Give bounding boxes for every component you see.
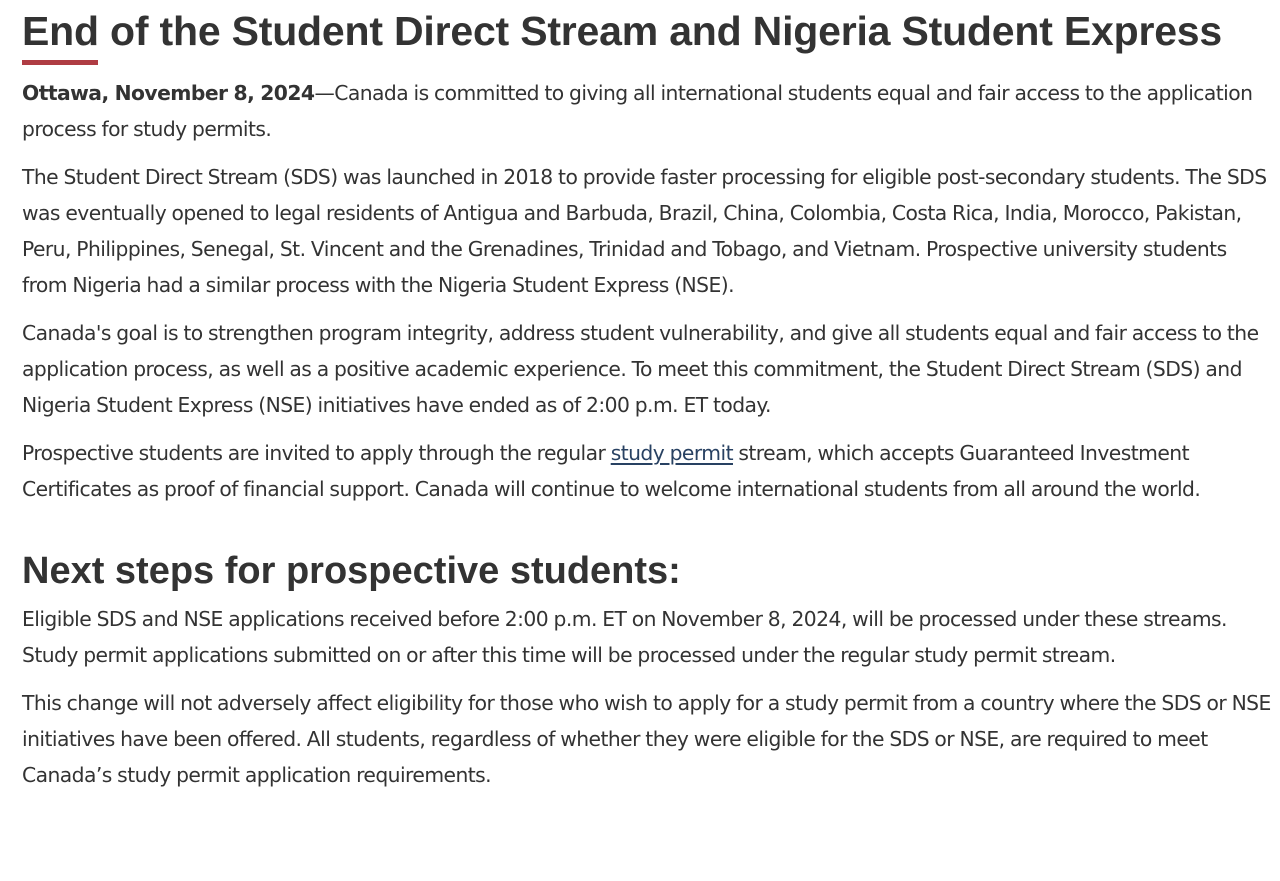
paragraph-regular-stream [22, 435, 1276, 507]
title-underline-accent [22, 60, 98, 65]
lead-text: —Canada is committed to giving all international students equal and fair access to the application process for study permits. [22, 81, 1253, 141]
dateline: Ottawa, November 8, 2024 [22, 81, 315, 105]
study-permit-link[interactable]: study permit [610, 441, 733, 465]
paragraph-processing: Eligible SDS and NSE applications received before 2:00 p.m. ET on November 8, 2024, will be processed under these streams. Study permit applications submitted on or after this time will be processed under the regular study permit stream. [22, 607, 1227, 667]
page-title: End of the Student Direct Stream and Nigeria Student Express [22, 8, 1223, 54]
next-steps-heading: Next steps for prospective students: [22, 550, 681, 592]
paragraph-program-end: Canada's goal is to strengthen program integrity, address student vulnerability, and give all students equal and fair access to the application process, as well as a positive academic experience. To meet this commitment, the Student Direct Stream (SDS) and Nigeria Student Express (NSE) initiatives have ended as of 2:00 p.m. ET today. [22, 321, 1259, 417]
paragraph-eligibility: This change will not adversely affect eligibility for those who wish to apply for a study permit from a country where the SDS or NSE initiatives have been offered. All students, regardless of whether they were eligible for the SDS or NSE, are required to meet Canada’s study permit application requirements. [22, 691, 1271, 787]
lead-paragraph [22, 75, 1276, 147]
paragraph-text-before-link: Prospective students are invited to apply through the regular [22, 441, 611, 465]
paragraph-text-after-link: stream, which accepts Guaranteed Investment Certificates as proof of financial support. Canada will continue to welcome international students from all around the world. [22, 441, 1201, 501]
paragraph-sds-history: The Student Direct Stream (SDS) was launched in 2018 to provide faster processing for eligible post-secondary students. The SDS was eventually opened to legal residents of Antigua and Barbuda, Brazil, China, Colombia, Costa Rica, India, Morocco, Pakistan, Peru, Philippines, Senegal, St. Vincent and the Grenadines, Trinidad and Tobago, and Vietnam. Prospective university students from Nigeria had a similar process with the Nigeria Student Express (NSE). [22, 165, 1267, 297]
